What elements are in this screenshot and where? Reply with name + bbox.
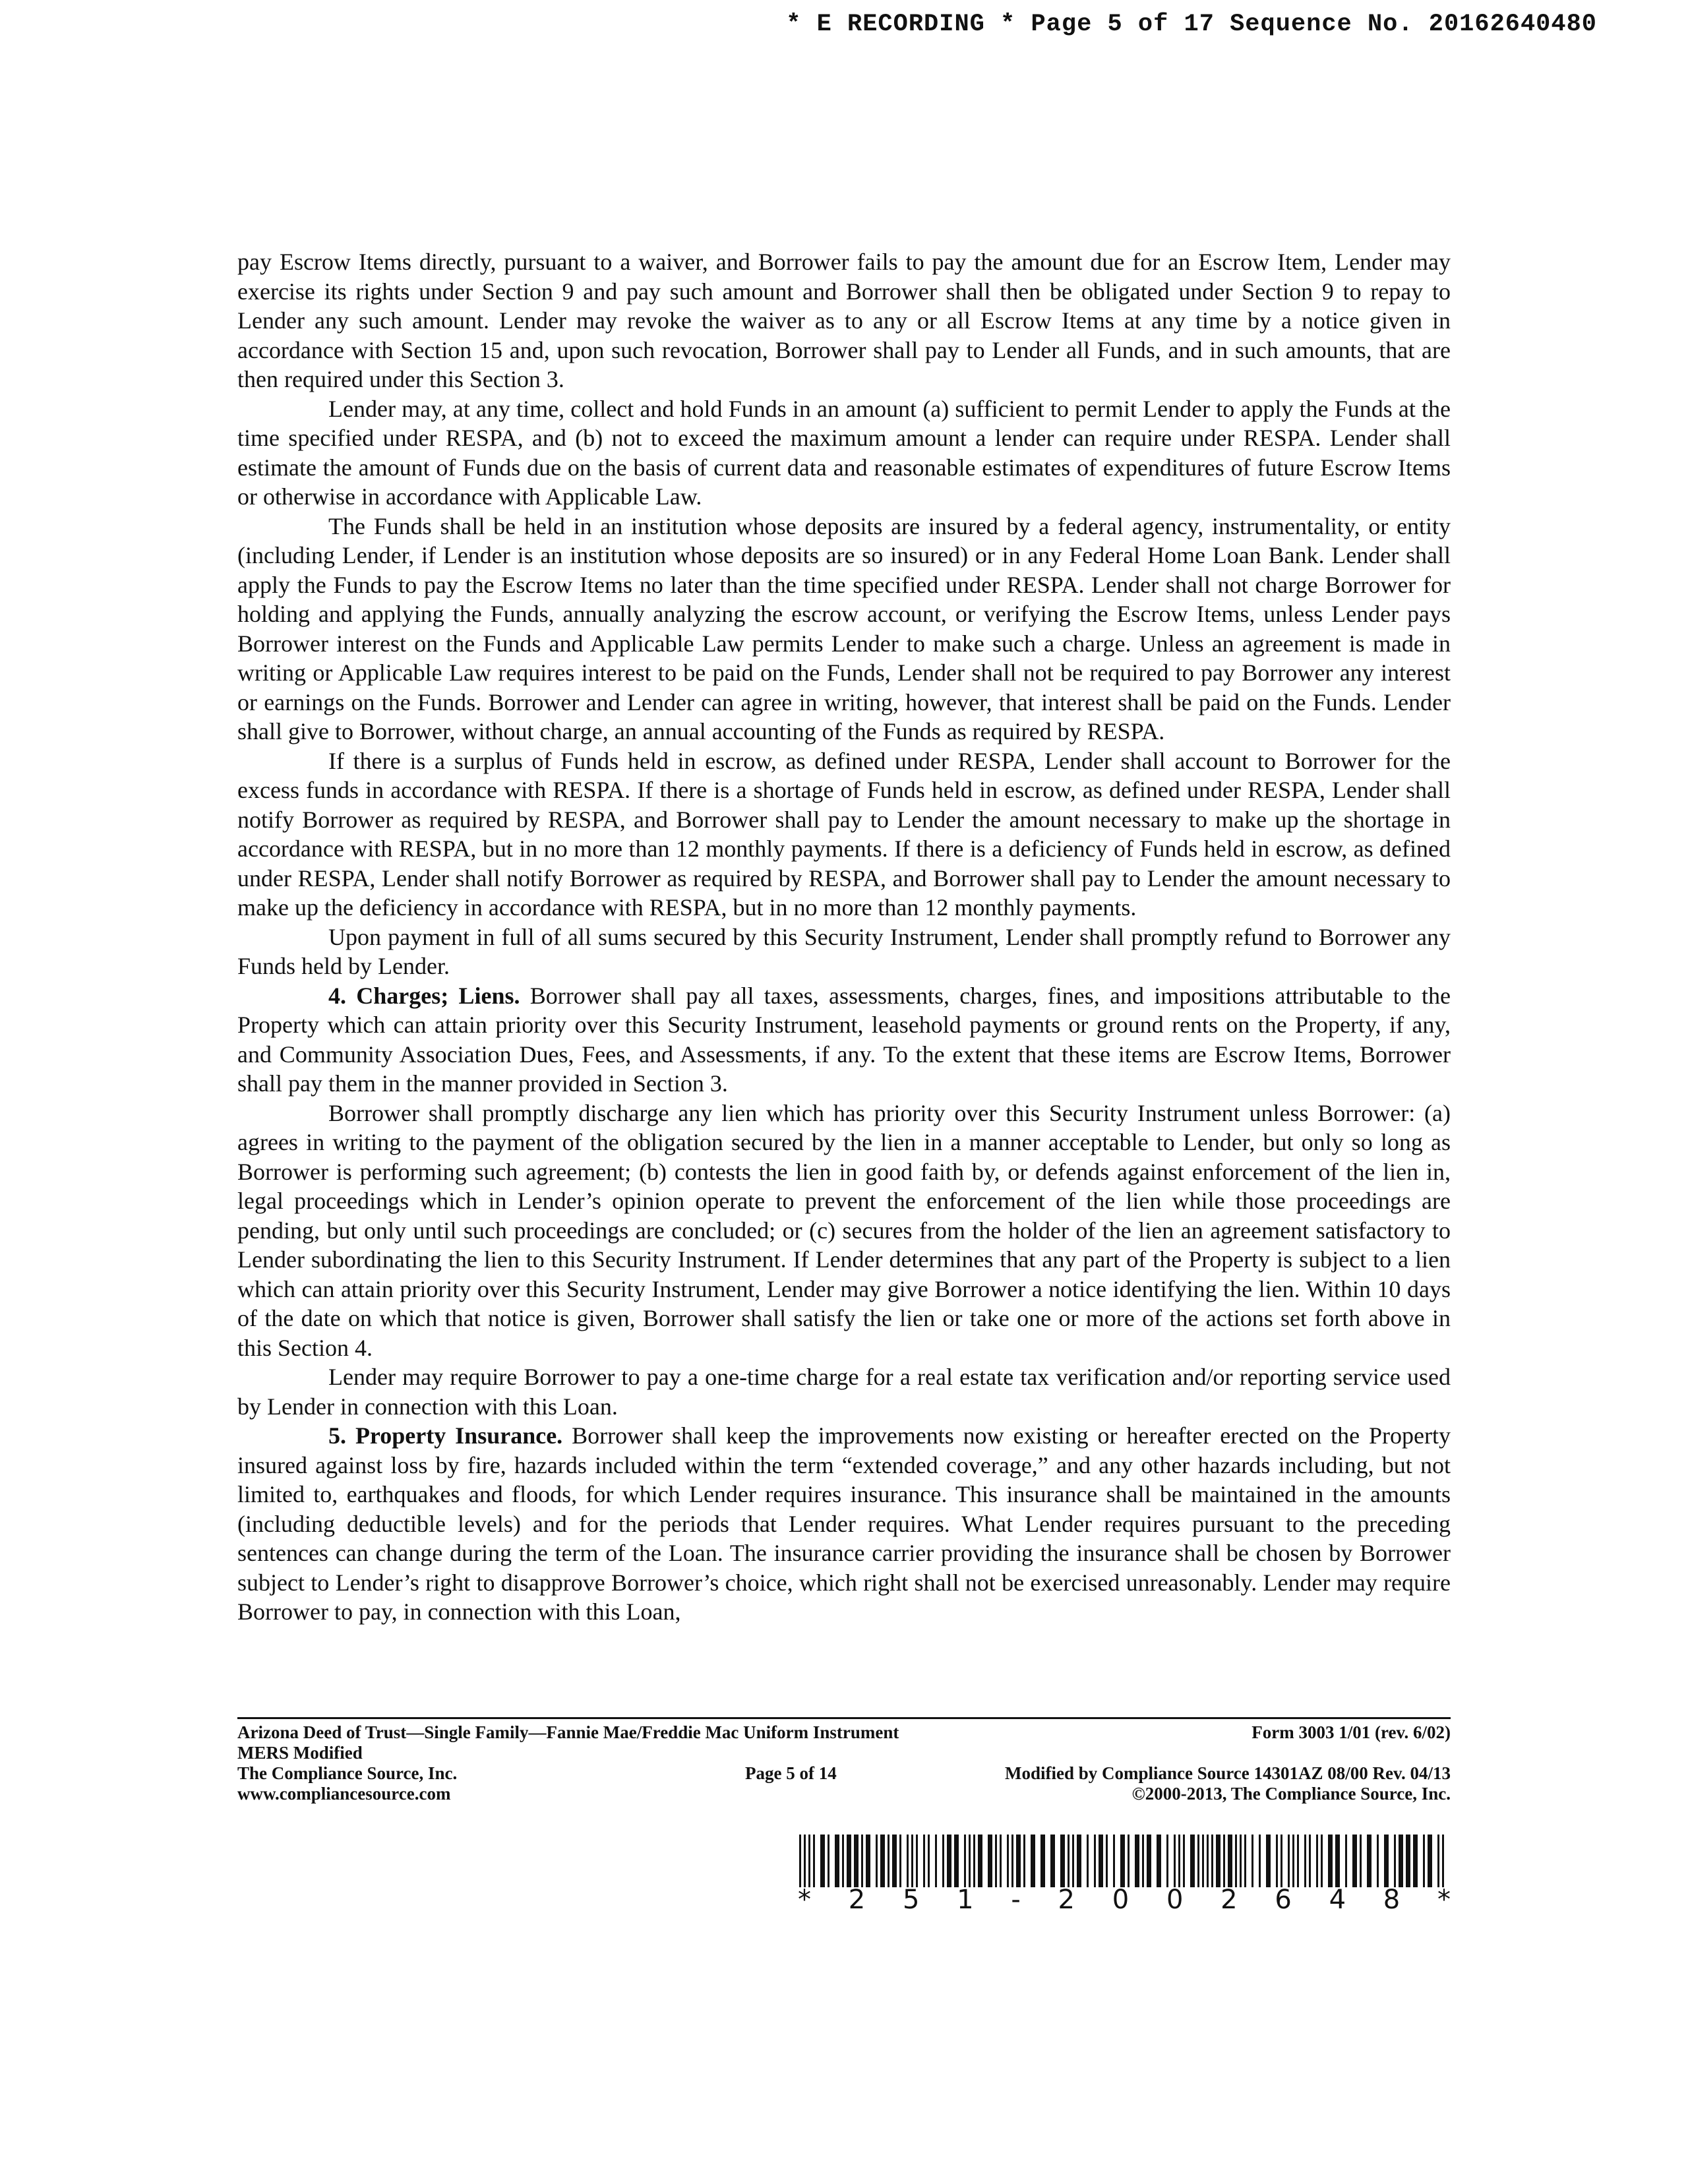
barcode-bar (954, 1835, 959, 1887)
paragraph (237, 923, 1451, 981)
barcode-char: 1 (957, 1885, 974, 1915)
barcode-bar (847, 1835, 851, 1887)
barcode-bar (1437, 1835, 1439, 1887)
barcode-bar (1413, 1835, 1418, 1887)
barcode-bar (1244, 1835, 1246, 1887)
barcode-bar (923, 1835, 925, 1887)
barcode-text (798, 1885, 1451, 1915)
barcode-bar (1031, 1835, 1035, 1887)
recording-header: * E RECORDING * Page 5 of 17 Sequence No. 20162640480 (786, 11, 1597, 38)
barcode-bar (820, 1835, 825, 1887)
barcode-bar (942, 1835, 944, 1887)
barcode-bar (1251, 1835, 1253, 1887)
barcode-bar (1360, 1835, 1362, 1887)
barcode-bar (1406, 1835, 1410, 1887)
paragraph-text: pay Escrow Items directly, pursuant to a waiver, and Borrower fails to pay the amount due for an Escrow Item, Lender may exercise its rights under Section 9 and pay such amount and Borrower shall then be obligated under Section 9 to repay to Lender any such amount. Lender may revoke the waiver as to any or all Escrow Items at any time by a notice given in accordance with Section 15 and, upon such revocation, Borrower shall pay to Lender all Funds, and in such amounts, that are then required under this Section 3. (237, 249, 1451, 392)
paragraph (237, 394, 1451, 512)
barcode-bar (866, 1835, 870, 1887)
barcode-bar (1328, 1835, 1333, 1887)
barcode-bar (1120, 1835, 1125, 1887)
paragraph-text: The Funds shall be held in an institution whose deposits are insured by a federal agency, instrumentality, or entity (including Lender, if Lender is an institution whose deposits are so insured) or in any Federal Home Loan Bank. Lender shall apply the Funds to pay the Escrow Items no later than the time specified under RESPA. Lender shall not charge Borrower for holding and applying the Funds, annually analyzing the escrow account, or verifying the Escrow Items, unless Lender pays Borrower interest on the Funds and Applicable Law permits Lender to make such a charge. Unless an agreement is made in writing or Applicable Law requires interest to be paid on the Funds, Lender shall not be required to pay Borrower any interest or earnings on the Funds. Borrower and Lender can agree in writing, however, that interest shall be paid on the Funds. Lender shall give to Borrower, without charge, an annual accounting of the Funds as required by RESPA. (237, 512, 1451, 744)
barcode-bar (1304, 1835, 1306, 1887)
paragraph (237, 1099, 1451, 1363)
barcode-bar (1099, 1835, 1103, 1887)
barcode-bar (1276, 1835, 1278, 1887)
paragraph-text: If there is a surplus of Funds held in escrow, as defined under RESPA, Lender shall account to Borrower for the excess funds in accordance with RESPA. If there is a shortage of Funds held in escrow, as defined under RESPA, Lender shall notify Borrower as required by RESPA, and Borrower shall pay to Lender the amount necessary to make up the shortage in accordance with RESPA, but in no more than 12 monthly payments. If there is a deficiency of Funds held in escrow, as defined under RESPA, Lender shall notify Borrower as required by RESPA, and Borrower shall pay to Lender the amount necessary to make up the deficiency in accordance with RESPA, but in no more than 12 monthly payments. (237, 747, 1451, 921)
paragraph-text: Lender may, at any time, collect and hold Funds in an amount (a) sufficient to permit Lender to apply the Funds at the time specified under RESPA, and (b) not to exceed the maximum amount a lender can require under RESPA. Lender shall estimate the amount of Funds due on the basis of current data and reasonable estimates of expenditures of future Escrow Items or otherwise in accordance with Applicable Law. (237, 395, 1451, 510)
barcode-bar (1147, 1835, 1151, 1887)
barcode-bar (1297, 1835, 1299, 1887)
barcode-bar (799, 1835, 801, 1887)
barcode-bar (995, 1835, 997, 1887)
modified-by: Modified by Compliance Source 14301AZ 08/00 Rev. 04/13 (1004, 1763, 1451, 1783)
paragraph (237, 512, 1451, 746)
barcode-bar (1197, 1835, 1199, 1887)
barcode-char: * (1437, 1885, 1451, 1915)
paragraph (237, 746, 1451, 923)
barcode-bar (907, 1835, 909, 1887)
barcode-bar (1228, 1835, 1232, 1887)
barcode-bar (1190, 1835, 1195, 1887)
barcode-bar (1266, 1835, 1271, 1887)
barcode-bar (1202, 1835, 1204, 1887)
barcode-bar (1211, 1835, 1213, 1887)
paragraph (237, 247, 1451, 394)
barcode-bar (1077, 1835, 1081, 1887)
barcode-bar (911, 1835, 913, 1887)
barcode-bar (1428, 1835, 1432, 1887)
document-body (237, 247, 1451, 1627)
barcode-char: - (1011, 1885, 1021, 1915)
paragraph-text: Borrower shall pay all taxes, assessments, charges, fines, and impositions attributable to the Property which can attain priority over this Security Instrument, leasehold payments or ground rents on the Property, if any, and Community Association Dues, Fees, and Assessments, if any. To the extent that these items are Escrow Items, Borrower shall pay them in the manner provided in Section 3. (237, 982, 1451, 1097)
barcode-bar (854, 1835, 859, 1887)
barcode-bar (1423, 1835, 1425, 1887)
barcode-bar (1157, 1835, 1161, 1887)
barcode-char: 2 (848, 1885, 866, 1915)
barcode-bar (916, 1835, 918, 1887)
barcode-bar (1068, 1835, 1070, 1887)
barcode-char: 0 (1112, 1885, 1130, 1915)
barcode-char: 4 (1329, 1885, 1346, 1915)
barcode-bar (892, 1835, 897, 1887)
barcode-bar (1166, 1835, 1168, 1887)
barcode-bar (1309, 1835, 1311, 1887)
barcode-bar (978, 1835, 982, 1887)
barcode-bar (1216, 1835, 1221, 1887)
barcode-bar (969, 1835, 971, 1887)
barcode-bar (813, 1835, 815, 1887)
footer-divider (237, 1717, 1451, 1719)
barcode-bar (1142, 1835, 1144, 1887)
barcode-bar (1040, 1835, 1045, 1887)
barcode-bar (1023, 1835, 1025, 1887)
paragraph-text: Borrower shall keep the improvements now existing or hereafter erected on the Property insured against loss by fire, hazards included within the term “extended coverage,” and any other hazards including, but not limited to, earthquakes and floods, for which Lender requires insurance. This insurance shall be maintained in the amounts (including deductible levels) and for the periods that Lender requires. What Lender requires pursuant to the preceding sentences can change during the term of the Loan. The insurance carrier providing the insurance shall be chosen by Borrower subject to Lender’s right to disapprove Borrower’s choice, which right shall not be exercised unreasonably. Lender may require Borrower to pay, in connection with this Loan, (237, 1422, 1451, 1625)
barcode-char: 2 (1058, 1885, 1075, 1915)
section-heading: 4. Charges; Liens. (328, 982, 520, 1009)
barcode-bar (1113, 1835, 1115, 1887)
barcode-bar (1223, 1835, 1225, 1887)
paragraph (237, 1362, 1451, 1421)
barcode-bar (973, 1835, 975, 1887)
barcode-bar (1087, 1835, 1089, 1887)
barcode (798, 1835, 1451, 1887)
barcode-bar (880, 1835, 885, 1887)
form-title: Arizona Deed of Trust—Single Family—Fannie Mae/Freddie Mac Uniform Instrument (237, 1722, 899, 1742)
barcode-bar (876, 1835, 878, 1887)
paragraph-text: Lender may require Borrower to pay a one-time charge for a real estate tax verification and/or reporting service used by Lender in connection with this Loan. (237, 1364, 1451, 1420)
barcode-bar (1316, 1835, 1318, 1887)
barcode-char: 2 (1221, 1885, 1238, 1915)
barcode-bar (1259, 1835, 1261, 1887)
paragraph-text: Borrower shall promptly discharge any lien which has priority over this Security Instrument unless Borrower: (a) agrees in writing to the payment of the obligation secured by the lien in a manner acceptable to Lender, but only so long as Borrower is performing such agreement; (b) contests the lien in good faith by, or defends against enforcement of the lien in, legal proceedings which in Lender’s opinion operate to prevent the enforcement of the lien while those proceedings are pending, but only until such proceedings are concluded; or (c) secures from the holder of the lien an agreement satisfactory to Lender subordinating the lien to this Security Instrument. If Lender determines that any part of the Property is subject to a lien which can attain priority over this Security Instrument, Lender may give Borrower a notice identifying the lien. Within 10 days of the date on which that notice is given, Borrower shall satisfy the lien or take one or more of the actions set forth above in this Section 4. (237, 1099, 1451, 1361)
barcode-bar (1000, 1835, 1002, 1887)
paragraph (237, 981, 1451, 1099)
barcode-bar (1240, 1835, 1242, 1887)
barcode-bar (1288, 1835, 1290, 1887)
barcode-bar (1394, 1835, 1396, 1887)
barcode-bar (1106, 1835, 1108, 1887)
barcode-bar (1135, 1835, 1139, 1887)
barcode-bar (1183, 1835, 1185, 1887)
barcode-bar (1011, 1835, 1013, 1887)
document-footer (237, 1722, 1451, 1804)
barcode-bar (947, 1835, 951, 1887)
barcode-bar (1321, 1835, 1323, 1887)
barcode-char: 8 (1383, 1885, 1401, 1915)
barcode-bar (899, 1835, 901, 1887)
barcode-bar (828, 1835, 829, 1887)
barcode-bar (988, 1835, 992, 1887)
barcode-bar (1094, 1835, 1096, 1887)
company-name: The Compliance Source, Inc. (237, 1763, 458, 1783)
barcode-bar (1016, 1835, 1021, 1887)
copyright: ©2000-2013, The Compliance Source, Inc. (1131, 1784, 1451, 1804)
barcode-bar (1335, 1835, 1340, 1887)
barcode-bar (861, 1835, 863, 1887)
barcode-bar (842, 1835, 844, 1887)
barcode-bar (1235, 1835, 1237, 1887)
barcode-bar (1292, 1835, 1294, 1887)
barcode-bar (1442, 1835, 1444, 1887)
barcode-bar (1072, 1835, 1074, 1887)
barcode-char: 0 (1166, 1885, 1184, 1915)
barcode-bar (928, 1835, 930, 1887)
barcode-bar (935, 1835, 937, 1887)
barcode-bar (1384, 1835, 1389, 1887)
barcode-char: * (798, 1885, 811, 1915)
barcode-bar (1399, 1835, 1403, 1887)
barcode-bar (1352, 1835, 1357, 1887)
barcode-bar (804, 1835, 806, 1887)
barcode-bar (1377, 1835, 1379, 1887)
barcode-bar (808, 1835, 810, 1887)
barcode-bar (1178, 1835, 1180, 1887)
barcode-bar (964, 1835, 966, 1887)
form-number: Form 3003 1/01 (rev. 6/02) (1251, 1722, 1451, 1742)
barcode-bar (888, 1835, 889, 1887)
barcode-char: 5 (902, 1885, 920, 1915)
paragraph (237, 1421, 1451, 1627)
barcode-bar (1345, 1835, 1347, 1887)
barcode-char: 6 (1275, 1885, 1292, 1915)
page-number: Page 5 of 14 (745, 1763, 837, 1783)
barcode-bar (1207, 1835, 1209, 1887)
mers-label: MERS Modified (237, 1743, 363, 1763)
section-heading: 5. Property Insurance. (328, 1422, 563, 1449)
paragraph-text: Upon payment in full of all sums secured by this Security Instrument, Lender shall promptly refund to Borrower any Funds held by Lender. (237, 923, 1451, 979)
barcode-bar (1050, 1835, 1055, 1887)
barcode-bar (1128, 1835, 1130, 1887)
barcode-bar (1367, 1835, 1372, 1887)
barcode-bar (1174, 1835, 1176, 1887)
barcode-bar (835, 1835, 839, 1887)
barcode-bar (1281, 1835, 1282, 1887)
barcode-bar (1007, 1835, 1009, 1887)
company-website: www.compliancesource.com (237, 1784, 451, 1804)
barcode-bar (1060, 1835, 1065, 1887)
